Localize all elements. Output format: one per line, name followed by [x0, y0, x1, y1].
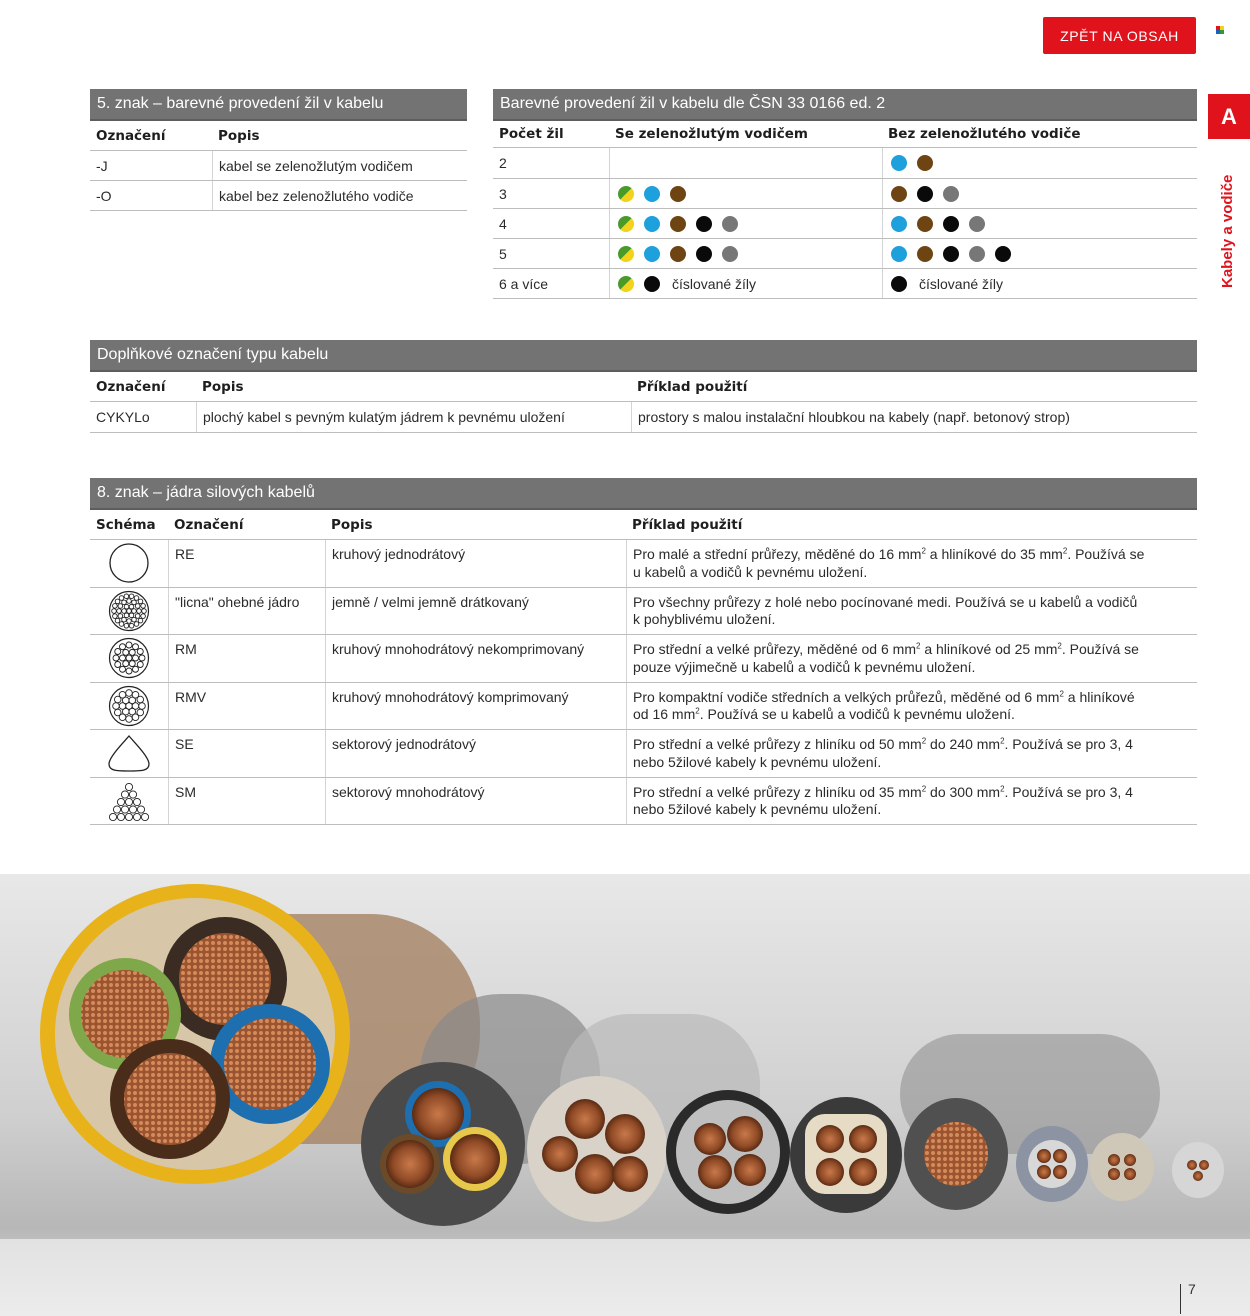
- example-cell: [626, 588, 1197, 635]
- example-line: [633, 641, 1197, 659]
- grey-conductor-icon: [722, 216, 738, 232]
- unit-superscript: 2: [1057, 641, 1062, 651]
- black-conductor-icon: [891, 276, 907, 292]
- table-row: [90, 151, 467, 181]
- example-line: [633, 546, 1197, 564]
- with-pe-colors-cell: [609, 179, 882, 208]
- table-header-row: [90, 372, 1197, 402]
- code-cell: "licna" ohebné jádro: [168, 588, 325, 635]
- with-pe-colors-cell: [609, 148, 882, 178]
- table-title: Doplňkové označení typu kabelu: [90, 340, 1197, 372]
- brown-conductor-icon: [670, 216, 686, 232]
- numbered-cores-label: číslované žíly: [919, 275, 1004, 292]
- column-header: Se zelenožlutým vodičem: [615, 126, 808, 142]
- without-pe-colors-cell: [882, 148, 1197, 178]
- table-row: [90, 730, 1197, 778]
- flexible-core-icon: [105, 589, 153, 633]
- unit-superscript: 2: [1059, 688, 1064, 698]
- unit-superscript: 2: [921, 783, 927, 793]
- example-line: [633, 706, 1197, 724]
- example-text: Pro střední a velké průřezy, měděné od 6 mm: [633, 641, 916, 657]
- brown-conductor-icon: [670, 186, 686, 202]
- blue-conductor-icon: [644, 186, 660, 202]
- code-cell: SM: [168, 778, 325, 825]
- black-conductor-icon: [644, 276, 660, 292]
- desc-cell: plochý kabel s pevným kulatým jádrem k pevnému uložení: [196, 402, 631, 432]
- example-cell: [626, 683, 1197, 730]
- code-cell: SE: [168, 730, 325, 777]
- example-line: [633, 659, 1197, 677]
- example-text: a hliníkové: [1063, 688, 1135, 705]
- stranded-core-icon: [105, 636, 153, 680]
- column-header: Schéma: [96, 516, 156, 533]
- example-cell: [626, 730, 1197, 777]
- column-header: Příklad použití: [632, 516, 743, 533]
- example-text: Pro všechny průřezy z holé nebo pocínované medi. Používá se u kabelů a vodičů: [633, 593, 1138, 610]
- table-header-row: [493, 121, 1197, 148]
- example-text: . Používá se pro 3, 4: [1004, 783, 1133, 800]
- black-conductor-icon: [696, 246, 712, 262]
- example-text: do 240 mm: [926, 736, 1001, 752]
- schema-cell: [90, 635, 168, 682]
- column-header: Bez zelenožlutého vodiče: [888, 126, 1081, 142]
- core-count-cell: 3: [499, 185, 507, 202]
- schema-cell: [90, 540, 168, 587]
- circle-solid-core-icon: [105, 541, 153, 585]
- unit-superscript: 2: [921, 546, 926, 556]
- sector-solid-core-icon: [105, 731, 153, 775]
- brown-conductor-icon: [917, 246, 933, 262]
- core-count-cell: 2: [499, 155, 507, 171]
- desc-cell: kruhový jednodrátový: [325, 540, 626, 587]
- schema-cell: [90, 778, 168, 825]
- blue-conductor-icon: [644, 216, 660, 232]
- desc-cell: jemně / velmi jemně drátkovaný: [325, 588, 626, 635]
- example-text: Pro malé a střední průřezy, měděné do 16 mm: [633, 546, 922, 562]
- example-text: od 16 mm: [633, 706, 696, 722]
- schema-cell: [90, 588, 168, 635]
- example-line: [633, 594, 1197, 612]
- table-header-row: [90, 121, 467, 151]
- unit-superscript: 2: [1000, 783, 1005, 793]
- example-line: [633, 754, 1197, 772]
- table-row: [90, 588, 1197, 636]
- example-text: Pro střední a velké průřezy z hliníku od 35 mm: [633, 783, 922, 800]
- brown-conductor-icon: [917, 216, 933, 232]
- example-cell: [626, 778, 1197, 825]
- table-row: [90, 181, 467, 211]
- greenyellow-conductor-icon: [618, 216, 634, 232]
- table-row: [493, 179, 1197, 209]
- example-text: k pohyblivému uložení.: [633, 611, 776, 627]
- example-text: do 300 mm: [926, 783, 1001, 800]
- desc-cell: kabel se zelenožlutým vodičem: [212, 151, 467, 180]
- blue-conductor-icon: [891, 246, 907, 262]
- sector-stranded-core-icon: [105, 779, 153, 823]
- example-text: a hliníkové do 35 mm: [925, 546, 1063, 562]
- compressed-core-icon: [105, 684, 153, 728]
- desc-cell: kruhový mnohodrátový nekomprimovaný: [325, 635, 626, 682]
- example-text: nebo 5žilové kabely k pevnému uložení.: [633, 753, 882, 770]
- greenyellow-conductor-icon: [618, 276, 634, 292]
- table-row: [493, 209, 1197, 239]
- unit-superscript: 2: [1000, 736, 1005, 746]
- numbered-cores-label: číslované žíly: [672, 275, 757, 292]
- table-extra-marking: [90, 340, 1197, 433]
- example-cell: prostory s malou instalační hloubkou na kabely (např. betonový strop): [631, 402, 1197, 432]
- blue-conductor-icon: [891, 216, 907, 232]
- core-count-cell: 5: [499, 245, 507, 262]
- table-row: [493, 239, 1197, 269]
- brown-conductor-icon: [891, 186, 907, 202]
- example-line: [633, 689, 1197, 707]
- without-pe-colors-cell: [882, 209, 1197, 238]
- back-to-contents-button[interactable]: ZPĚT NA OBSAH: [1043, 17, 1196, 54]
- example-text: a hliníkové od 25 mm: [920, 641, 1058, 657]
- table-row: [90, 635, 1197, 683]
- table-sign5: [90, 89, 467, 211]
- unit-superscript: 2: [695, 706, 700, 716]
- desc-cell: sektorový jednodrátový: [325, 730, 626, 777]
- grey-conductor-icon: [969, 216, 985, 232]
- core-count-cell: 6 a více: [499, 275, 549, 292]
- column-header: Popis: [202, 378, 244, 395]
- unit-superscript: 2: [1062, 546, 1068, 556]
- table-color-coding: [493, 89, 1197, 299]
- example-cell: [626, 540, 1197, 587]
- with-pe-colors-cell: [609, 209, 882, 238]
- table-title: 8. znak – jádra silových kabelů: [90, 478, 1197, 510]
- table-sign8: [90, 478, 1197, 825]
- without-pe-colors-cell: [882, 239, 1197, 268]
- column-header: Počet žil: [499, 126, 564, 142]
- table-title: Barevné provedení žil v kabelu dle ČSN 33 0166 ed. 2: [493, 89, 1197, 121]
- cable-cross-sections-photo: [0, 874, 1250, 1316]
- greenyellow-conductor-icon: [618, 246, 634, 262]
- example-text: pouze výjimečně u kabelů a vodičů k pevnému uložení.: [633, 658, 976, 675]
- grey-conductor-icon: [722, 246, 738, 262]
- example-line: [633, 801, 1197, 819]
- column-header: Označení: [96, 127, 166, 144]
- black-conductor-icon: [917, 186, 933, 202]
- code-cell: RMV: [168, 683, 325, 730]
- greenyellow-conductor-icon: [618, 186, 634, 202]
- schema-cell: [90, 730, 168, 777]
- table-row: [90, 402, 1197, 433]
- table-row: [90, 683, 1197, 731]
- table-row: [90, 778, 1197, 826]
- desc-cell: kabel bez zelenožlutého vodiče: [212, 181, 467, 210]
- black-conductor-icon: [943, 216, 959, 232]
- example-text: nebo 5žilové kabely k pevnému uložení.: [633, 801, 882, 817]
- without-pe-colors-cell: [882, 269, 1197, 298]
- desc-cell: kruhový mnohodrátový komprimovaný: [325, 683, 626, 730]
- schema-cell: [90, 683, 168, 730]
- without-pe-colors-cell: [882, 179, 1197, 208]
- black-conductor-icon: [943, 246, 959, 262]
- section-label: Kabely a vodiče: [1219, 174, 1236, 288]
- code-cell: RE: [168, 540, 325, 587]
- example-text: . Používá se pro 3, 4: [1004, 736, 1133, 752]
- code-cell: -J: [96, 157, 108, 174]
- example-line: [633, 564, 1197, 582]
- table-row: [90, 540, 1197, 588]
- example-text: Pro kompaktní vodiče středních a velkých průřezů, měděné od 6 mm: [633, 688, 1060, 705]
- with-pe-colors-cell: [609, 269, 882, 298]
- column-header: Popis: [218, 127, 260, 144]
- example-text: Pro střední a velké průřezy z hliníku od 50 mm: [633, 736, 922, 752]
- page-number: 7: [1188, 1281, 1196, 1297]
- example-cell: [626, 635, 1197, 682]
- page-number-divider: [1180, 1284, 1181, 1314]
- core-count-cell: 4: [499, 215, 507, 232]
- grey-conductor-icon: [969, 246, 985, 262]
- example-text: . Používá se: [1067, 546, 1145, 562]
- example-line: [633, 736, 1197, 754]
- black-conductor-icon: [696, 216, 712, 232]
- blue-conductor-icon: [644, 246, 660, 262]
- example-line: [633, 611, 1197, 629]
- table-row: [493, 148, 1197, 179]
- code-cell: -O: [96, 187, 112, 204]
- section-tab[interactable]: A: [1208, 94, 1250, 139]
- column-header: Příklad použití: [637, 378, 748, 395]
- unit-superscript: 2: [921, 736, 927, 746]
- brown-conductor-icon: [670, 246, 686, 262]
- table-title: 5. znak – barevné provedení žil v kabelu: [90, 89, 467, 121]
- example-text: u kabelů a vodičů k pevnému uložení.: [633, 563, 868, 580]
- example-text: . Používá se u kabelů a vodičů k pevnému uložení.: [699, 706, 1015, 722]
- example-line: [633, 784, 1197, 802]
- desc-cell: sektorový mnohodrátový: [325, 778, 626, 825]
- with-pe-colors-cell: [609, 239, 882, 268]
- grey-conductor-icon: [943, 186, 959, 202]
- blue-conductor-icon: [891, 155, 907, 171]
- code-cell: RM: [168, 635, 325, 682]
- unit-superscript: 2: [915, 641, 921, 651]
- brown-conductor-icon: [917, 155, 933, 171]
- black-conductor-icon: [995, 246, 1011, 262]
- example-text: . Používá se: [1061, 641, 1139, 657]
- column-header: Popis: [331, 516, 373, 533]
- table-header-row: [90, 510, 1197, 540]
- logo-icon: [1216, 26, 1225, 35]
- code-cell: CYKYLo: [96, 409, 150, 425]
- table-row: [493, 269, 1197, 299]
- column-header: Označení: [96, 378, 166, 395]
- column-header: Označení: [174, 516, 244, 533]
